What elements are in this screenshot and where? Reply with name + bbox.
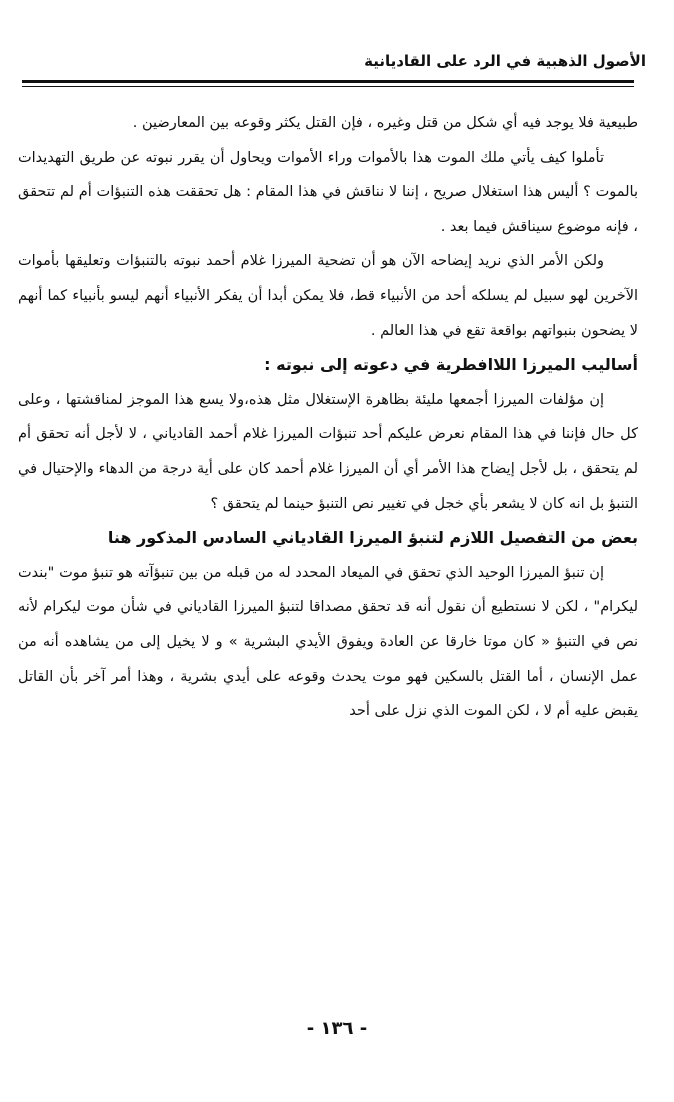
section-heading-1: أساليب الميرزا اللاافطرية في دعوته إلى نبوته :: [264, 355, 638, 375]
page-number: - ١٣٦ -: [306, 1018, 368, 1039]
body-text: [18, 106, 638, 729]
running-header: الأصول الذهبية في الرد على القاديانية: [364, 52, 646, 70]
paragraph-3: ولكن الأمر الذي نريد إيضاحه الآن هو أن تضحية الميرزا غلام أحمد نبوته بالتنبؤات وتعليقها بأموات الآخرين لهو سبيل لم يسلكه أحد من الأنبياء قط، فلا يمكن أبدا أن يفكر الأنبياء أنهم ليسو بأنبياء كما أنهم لا يضحون بنبواتهم بواقعة تقع في هذا العالم .: [18, 253, 638, 339]
paragraph-5: إن تنبؤ الميرزا الوحيد الذي تحقق في الميعاد المحدد له من قبله من بين تنبؤآته هو تنبؤ موت "بندت ليكرام" ، لكن لا نستطيع أن نقول أنه قد تحقق مصداقا لتنبؤ الميرزا القادياني في شأن موت ليكرام لأنه نص في التنبؤ « كان موتا خارقا عن العادة ويفوق الأيدي البشرية » و لا يخيل إلى من يشاهده أنه من عمل الإنسان ، أما القتل بالسكين فهو موت يحدث وقوعه على أيدي بشرية ، وهذا أمر آخر بأن القاتل يقبض عليه أم لا ، لكن الموت الذي نزل على أحد: [18, 564, 638, 720]
paragraph-4: إن مؤلفات الميرزا أجمعها مليئة بظاهرة الإستغلال مثل هذه،ولا يسع هذا الموجز لمناقشتها ، وعلى كل حال فإننا في هذا المقام نعرض عليكم أحد تنبؤات الميرزا غلام أحمد القادياني ، لا لأجل أنه تحقق أم لم يتحقق ، بل لأجل إيضاح هذا الأمر أي أن الميرزا غلام أحمد كان على أية درجة من الدهاء والإحتيال في التنبؤ بل انه كان لا يشعر بأي خجل في تغيير نص التنبؤ حينما لم يتحقق ؟: [18, 391, 638, 512]
header-rule-thin: [22, 86, 634, 87]
paragraph-2: تأملوا كيف يأتي ملك الموت هذا بالأموات وراء الأموات ويحاول أن يقرر نبوته عن طريق التهديدات بالموت ؟ أليس هذا استغلال صريح ، إننا لا نناقش في هذا المقام : هل تحققت هذه التنبؤات أم لم تتحقق ، فإنه موضوع سيناقش فيما بعد .: [18, 149, 638, 235]
section-heading-2: بعض من التفصيل اللازم لتنبؤ الميرزا القادياني السادس المذكور هنا: [107, 528, 638, 548]
header-rule-thick: [22, 80, 634, 83]
paragraph-1: طبيعية فلا يوجد فيه أي شكل من قتل وغيره ، فإن القتل يكثر وقوعه بين المعارضين .: [132, 115, 638, 131]
